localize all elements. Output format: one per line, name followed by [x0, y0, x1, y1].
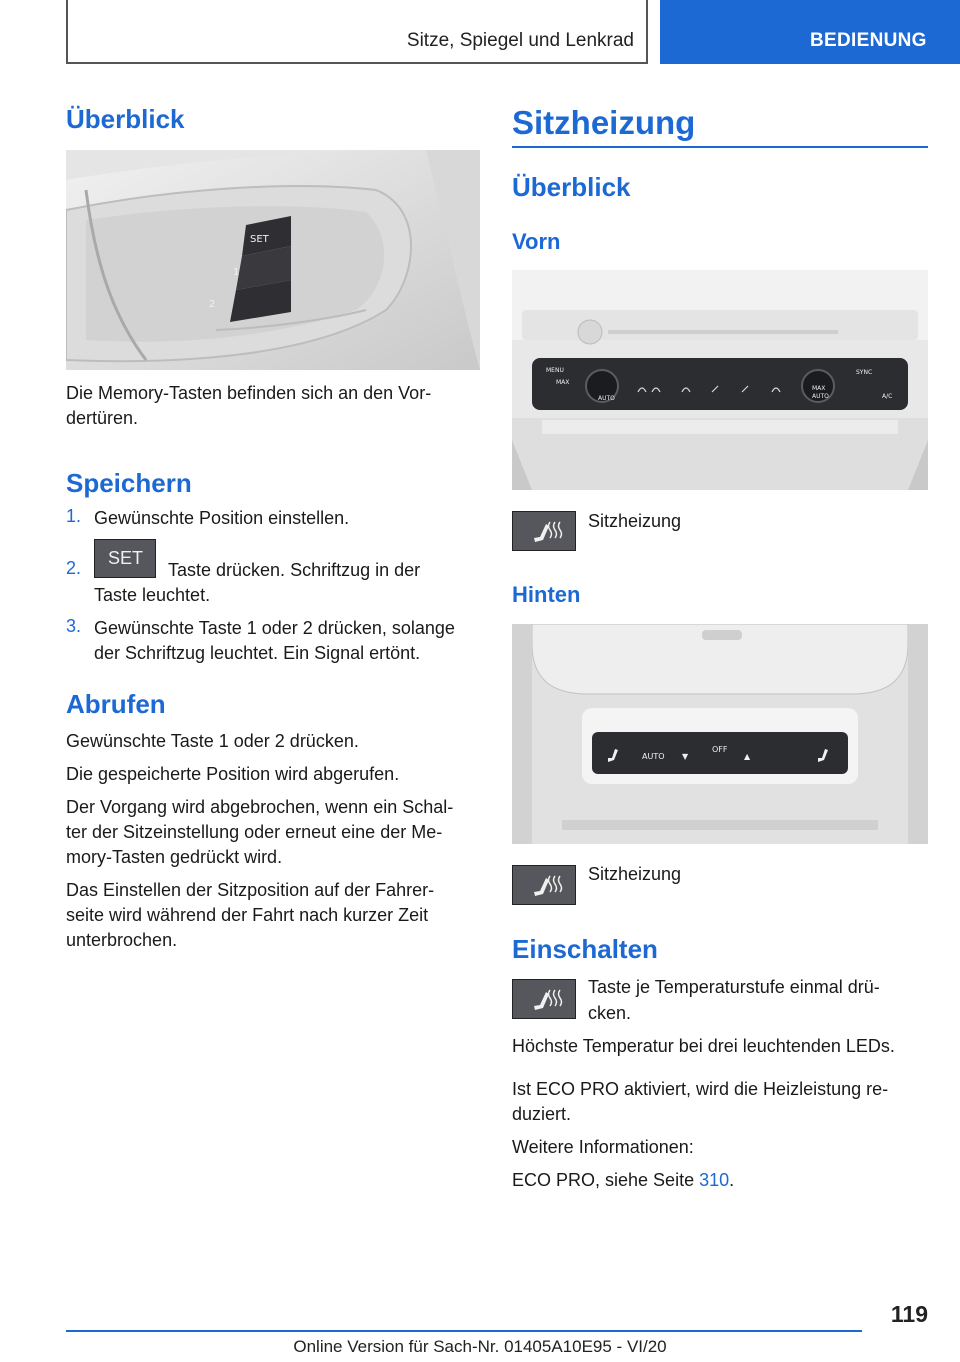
- set-button-label: SET: [108, 548, 144, 568]
- recall-line-2: Die gespeicherte Position wird abgerufen.: [66, 764, 400, 784]
- front-panel-label-auto-right: AUTO: [812, 393, 829, 400]
- seat-heating-icon-front: [512, 511, 576, 551]
- eco-pro-reference-text: ECO PRO, siehe Seite: [512, 1170, 700, 1190]
- memory-heading: Überblick: [66, 104, 185, 134]
- front-panel-label-auto-left: AUTO: [598, 395, 615, 402]
- switch-on-heading: Einschalten: [512, 934, 658, 964]
- front-climate-panel-photo: [512, 270, 928, 490]
- recall-line-5: mory-Tasten gedrückt wird.: [66, 847, 283, 867]
- seat-heating-title: Sitzheizung: [512, 104, 696, 141]
- seat-heating-icon-rear: [512, 865, 576, 905]
- front-panel-label-sync: SYNC: [856, 369, 873, 376]
- front-panel-label-max-right: MAX: [812, 385, 826, 392]
- svg-text:▲: ▲: [744, 752, 751, 761]
- section-tab-label: BEDIENUNG: [810, 30, 927, 51]
- front-panel-label-ac: A/C: [882, 393, 893, 400]
- memory-buttons-photo: [66, 150, 480, 370]
- seat-heating-icon-switch-on: [512, 979, 576, 1019]
- eco-pro-reference: [512, 1168, 734, 1192]
- rear-heading: Hinten: [512, 582, 581, 607]
- set-button-icon: [94, 539, 156, 578]
- key-1-label: 1: [233, 267, 240, 278]
- overview-heading: Überblick: [512, 172, 631, 202]
- page-number: 119: [890, 1301, 928, 1327]
- rear-panel-label-auto: AUTO: [642, 752, 665, 761]
- recall-line-1: Gewünschte Taste 1 oder 2 drücken.: [66, 731, 359, 751]
- step-1-number: 1.: [66, 506, 82, 526]
- chapter-title: Sitze, Spiegel und Lenkrad: [406, 30, 634, 51]
- front-icon-caption: Sitzheizung: [588, 511, 682, 531]
- rear-panel-label-off: OFF: [712, 745, 728, 754]
- switch-on-text-2: cken.: [588, 1003, 632, 1023]
- rear-climate-panel-photo: [512, 624, 928, 844]
- step-1-text: Gewünschte Position einstellen.: [94, 508, 350, 528]
- section-tab[interactable]: [660, 0, 960, 64]
- memory-caption-2: dertüren.: [66, 408, 139, 428]
- key-2-label: 2: [209, 299, 216, 310]
- recall-line-4: ter der Sitzeinstellung oder erneut eine der Me-: [66, 822, 443, 842]
- more-info-text: Weitere Informationen:: [512, 1137, 694, 1157]
- footer-rule: [66, 1330, 862, 1332]
- title-rule: [512, 146, 928, 148]
- eco-pro-text-2: duziert.: [512, 1104, 572, 1124]
- rear-icon-caption: Sitzheizung: [588, 864, 682, 884]
- recall-line-7: seite wird während der Fahrt nach kurzer Zeit: [66, 905, 429, 925]
- eco-pro-reference-end: .: [729, 1170, 735, 1190]
- recall-line-6: Das Einstellen der Sitzposition auf der Fahrer-: [66, 880, 435, 900]
- svg-text:▼: ▼: [682, 752, 689, 761]
- memory-caption-1: Die Memory-Tasten befinden sich an den Vor-: [66, 383, 432, 403]
- step-2-text-2: Taste leuchtet.: [94, 585, 211, 605]
- front-heading: Vorn: [512, 229, 561, 254]
- footer-online-version: Online Version für Sach-Nr. 01405A10E95 - VI/20: [293, 1337, 667, 1356]
- front-panel-label-max-left: MAX: [556, 379, 570, 386]
- header-box: [66, 0, 648, 64]
- max-temp-text: Höchste Temperatur bei drei leuchtenden LEDs.: [512, 1036, 895, 1056]
- save-heading: Speichern: [66, 468, 192, 498]
- switch-on-text-1: Taste je Temperaturstufe einmal drü-: [588, 977, 880, 997]
- eco-pro-text-1: Ist ECO PRO aktiviert, wird die Heizleistung re-: [512, 1079, 889, 1099]
- recall-line-8: unterbrochen.: [66, 930, 178, 950]
- recall-line-3: Der Vorgang wird abgebrochen, wenn ein Schal-: [66, 797, 454, 817]
- front-panel-label-menu: MENU: [546, 367, 564, 374]
- step-3-text-1: Gewünschte Taste 1 oder 2 drücken, solange: [94, 618, 455, 638]
- step-2-number: 2.: [66, 558, 82, 578]
- set-key-label: SET: [250, 234, 269, 245]
- recall-heading: Abrufen: [66, 689, 166, 719]
- step-3-number: 3.: [66, 616, 82, 636]
- step-2-text-1: Taste drücken. Schriftzug in der: [168, 560, 421, 580]
- page-310-link[interactable]: 310: [699, 1170, 730, 1190]
- step-3-text-2: der Schriftzug leuchtet. Ein Signal ertönt.: [94, 643, 421, 663]
